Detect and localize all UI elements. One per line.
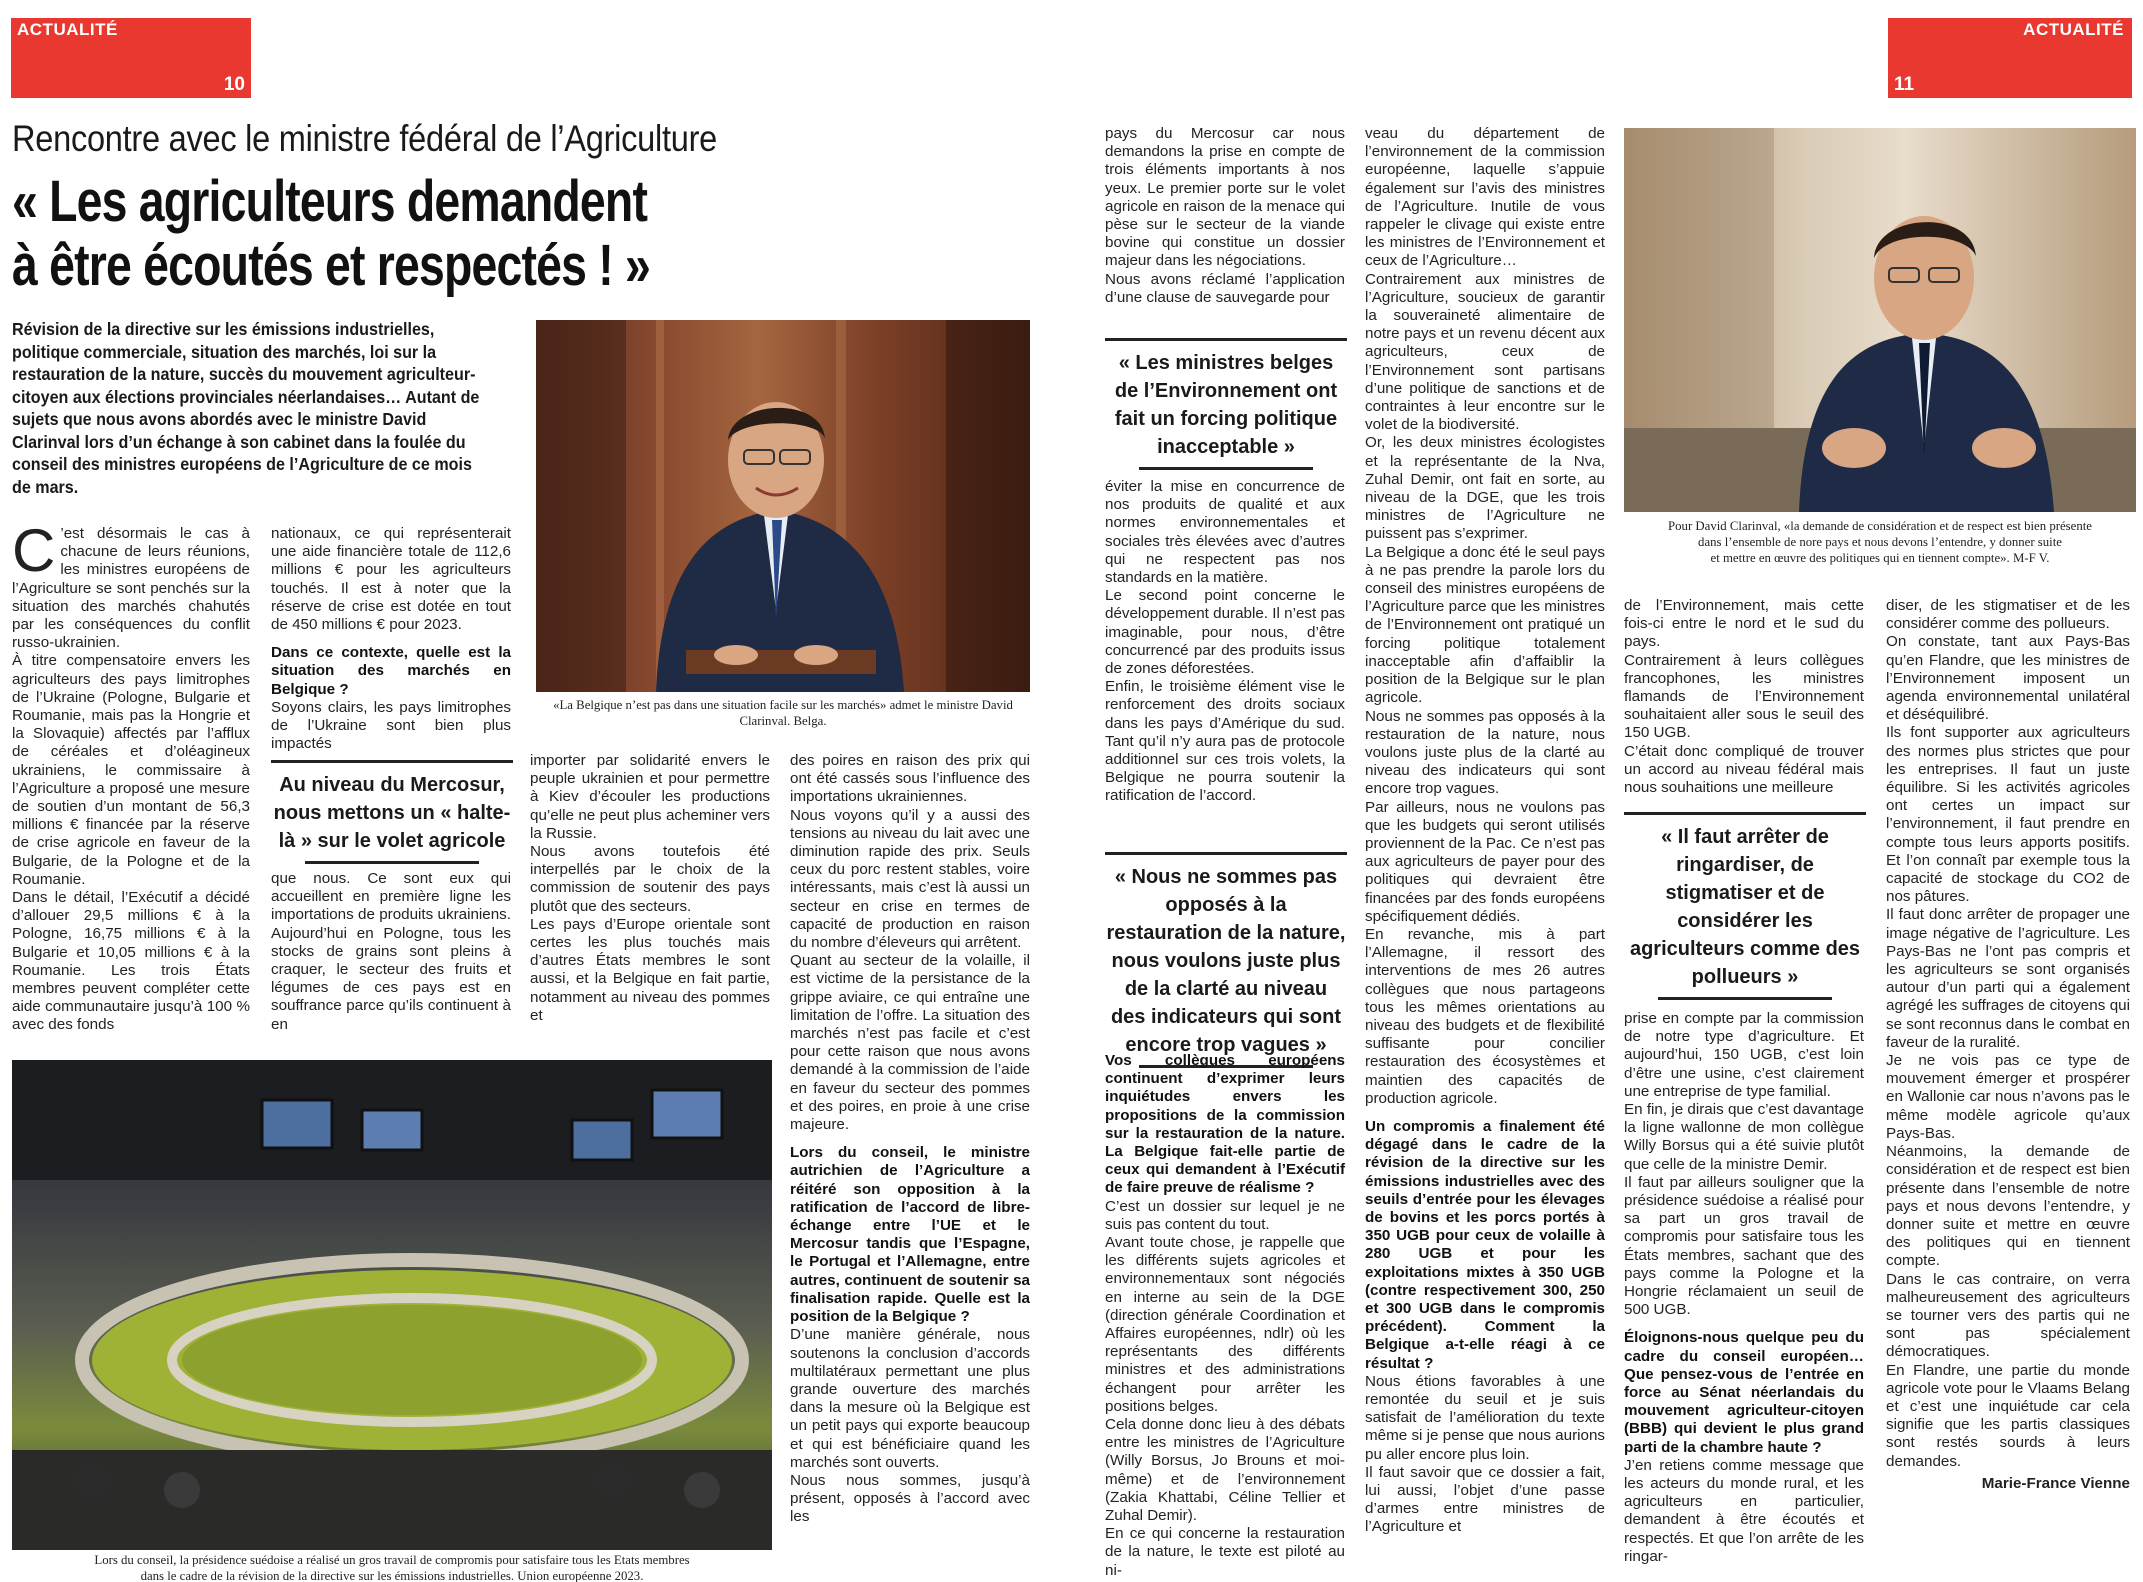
- body-paragraph: Je ne vois pas ce type de mouvement émerger et prospérer en Wallonie car nous n’avons pas le même modèle agricole qu’aux Pays-Bas.: [1886, 1052, 2130, 1142]
- body-paragraph: diser, de les stigmatiser et de les considérer comme des pollueurs.: [1886, 597, 2130, 633]
- article-column: [271, 870, 511, 1034]
- body-paragraph: Nous nous sommes, jusqu’à présent, opposés à l’accord avec les: [790, 1471, 1030, 1526]
- article-column: [1105, 1052, 1345, 1580]
- body-paragraph: C’est un dossier sur lequel je ne suis pas content du tout.: [1105, 1197, 1345, 1233]
- body-paragraph: Cela donne donc lieu à des débats entre les ministres de l’Agriculture (Willy Borsus, Jo Brouns et moi-même) et de l’environnement (Zakia Khattabi, Céline Tellier et Zuhal Demir).: [1105, 1416, 1345, 1525]
- speaker-illustration: [1624, 128, 2136, 512]
- section-tag: ACTUALITÉ: [2023, 20, 2124, 39]
- article-lead: Révision de la directive sur les émissions industrielles, politique commerciale, situation des marchés, loi sur la restauration de la nature, succès du mouvement agriculteur-citoyen aux élections provinciales néerlandaises… Autant de sujets que nous avons abordés avec le ministre David Clarinval lors d’un échange à son cabinet dans la foulée du conseil des ministres européens de l’Agriculture de ce mois de mars.: [12, 319, 480, 497]
- body-paragraph: nationaux, ce qui représenterait une aide financière totale de 112,6 millions € pour les agriculteurs touchés. Il est à noter que la réserve de crise est dotée en tout de 450 millions € pour 2023.: [271, 525, 511, 634]
- body-paragraph: que nous. Ce sont eux qui accueillent en première ligne les importations de produits ukrainiens. Aujourd’hui en Pologne, tous les stocks de grains sont pleins à craquer, le secteur des fruits et légumes de ces pays est en souffrance parce qu’ils continuent à en: [271, 870, 511, 1033]
- article-column: [1365, 125, 1605, 1537]
- body-paragraph: Nous étions favorables à une remontée du seuil et je suis satisfait de l’amélioration du texte même si je pense que nous aurions pu aller encore plus loin.: [1365, 1372, 1605, 1463]
- body-paragraph: Quant au secteur de la volaille, il est victime de la persistance de la grippe aviaire, ce qui entraîne une limitation de l’offre. La situation des marchés n’est pas facile et c’est pour cette raison que nous avons demandé à la commission de l’aide en faveur du secteur des pommes et des poires, en proie à une crise majeure.: [790, 952, 1030, 1134]
- body-paragraph: Par ailleurs, nous ne voulons pas que les budgets qui seront utilisés proviennent de la Pac. Ce n’est pas aux agriculteurs de payer pour des politiques qui devraient être financées par des fonds européens spécifiquement dédiés.: [1365, 798, 1605, 925]
- portrait-illustration: [536, 320, 1030, 692]
- pull-quote: Au niveau du Mercosur, nous mettons un « halte-là » sur le volet agricole: [271, 760, 513, 864]
- body-paragraph: Nous avons réclamé l’application d’une clause de sauvegarde pour: [1105, 270, 1345, 306]
- body-paragraph: La Belgique a donc été le seul pays à ne pas prendre la parole lors du conseil des ministres européens de l’Agriculture parce que les ministres de l’Environnement ont pratiqué un forcing politique totalement inacceptable afin d’affaiblir la position de la Belgique sur le plan agricole.: [1365, 543, 1605, 707]
- pull-quote: « Il faut arrêter de ringardiser, de stigmatiser et de considérer les agriculteurs comme des pollueurs »: [1624, 812, 1866, 1000]
- caption-line: et mettre en œuvre des politiques qui en tiennent compte». M-F V.: [1710, 551, 2050, 565]
- body-paragraph: des poires en raison des prix qui ont été cassés sous l’influence des importations ukrainiennes.: [790, 752, 1030, 806]
- interview-question: Dans ce contexte, quelle est la situation des marchés en Belgique ?: [271, 644, 511, 698]
- caption-line: Lors du conseil, la présidence suédoise a réalisé un gros travail de compromis pour satisfaire tous les Etats membres: [94, 1553, 690, 1567]
- drop-cap: C: [12, 517, 56, 584]
- interview-question: Éloignons-nous quelque peu du cadre du conseil européen… Que pensez-vous de l’entrée en force au Sénat néerlandais du mouvement agriculteur-citoyen (BBB) qui devient le plus grand parti de la chambre haute ?: [1624, 1329, 1864, 1456]
- article-headline: [12, 170, 650, 298]
- body-paragraph: prise en compte par la commission de notre type d’agriculture. Et aujourd’hui, 150 UGB, c’est loin d’être une usine, c’est clairement une entreprise de type familial.: [1624, 1010, 1864, 1100]
- body-paragraph: éviter la mise en concurrence de nos produits de qualité et aux normes environnementales et sociales très élevées avec d’autres qui ne respectent pas nos standards en la matière.: [1105, 478, 1345, 587]
- page-number: 11: [1894, 74, 1915, 95]
- interview-question: Vos collègues européens continuent d’exprimer leurs inquiétudes envers les propositions de la commission sur la restauration de la nature. La Belgique fait-elle partie de ceux qui demandent à l’Exécutif de faire preuve de réalisme ?: [1105, 1052, 1345, 1197]
- body-paragraph: Avant toute chose, je rappelle que les différents sujets agricoles et environnementaux sont négociés en interne au sein de la DGE (direction générale Coordination et Affaires européennes, ndlr) où les représentants des différents ministres et des administrations échangent pour arrêter les positions belges.: [1105, 1234, 1345, 1415]
- page-number: 10: [223, 74, 245, 95]
- speaker-caption: [1624, 518, 2136, 566]
- body-paragraph: Le second point concerne le développement durable. Il n’est pas imaginable, pour nous, d’être concurrencé par des produits issus de zones déforestées.: [1105, 587, 1345, 678]
- headline-line: à être écoutés et respectés ! »: [12, 233, 651, 298]
- body-paragraph: En fin, je dirais que c’est davantage la ligne wallonne de mon collègue Willy Borsus qui a été suivie plutôt que celle de la ministre Demir.: [1624, 1101, 1864, 1173]
- interview-question: Un compromis a finalement été dégagé dans le cadre de la révision de la directive sur les émissions industrielles avec des seuils d’entrée pour les élevages de bovins et les porcs portés à 350 UGB pour ceux de volaille à 280 UGB et pour les exploitations mixtes à 350 UGB (contre respectivement 300, 250 et 300 UGB dans le compromis précédent). Comment la Belgique a-t-elle réagi à ce résultat ?: [1365, 1117, 1605, 1372]
- body-paragraph: Contrairement aux ministres de l’Agriculture, soucieux de garantir la souveraineté alimentaire de notre pays et un revenu décent aux agriculteurs, ceux de l’Environnement sont partisans d’une politique de sanctions et de contraintes à leur encontre sur le volet de la biodiversité.: [1365, 270, 1605, 434]
- body-paragraph: Les pays d’Europe orientale sont certes les plus touchés mais d’autres États membres le sont aussi, et la Belgique en fait partie, notamment au niveau des pommes et: [530, 915, 770, 1024]
- caption-line: dans l’ensemble de nore pays et nous devons l’entendre, y donner suite: [1698, 535, 2062, 549]
- body-paragraph: de l’Environnement, mais cette fois-ci entre le nord et le sud du pays.: [1624, 597, 1864, 651]
- body-paragraph: D’une manière générale, nous soutenons la conclusion d’accords multilatéraux permettant une plus grande ouverture des marchés dans la mesure où la Belgique est un petit pays qui exporte beaucoup et qui est bénéficiaire quand les marchés sont ouverts.: [790, 1326, 1030, 1471]
- section-tag: ACTUALITÉ: [17, 20, 118, 39]
- body-paragraph: Nous avons toutefois été interpellés par le choix de la commission de soutenir des pays plutôt que des secteurs.: [530, 843, 770, 915]
- article-column: [1105, 478, 1345, 806]
- interview-question: Lors du conseil, le ministre autrichien de l’Agriculture a réitéré son opposition à la ratification de l’accord de libre-échange entre l’UE et le Mercosur tandis que l’Espagne, le Portugal et l’Allemagne, entre autres, continuent de soutenir sa finalisation rapide. Quelle est la position de la Belgique ?: [790, 1144, 1030, 1326]
- headline-line: « Les agriculteurs demandent: [12, 169, 648, 234]
- body-paragraph: Or, les deux ministres écologistes et la représentante de la Nva, Zuhal Demir, ont fait en sorte, au niveau de la DGE, que les trois ministres de l’Agriculture ne puissent pas s’exprimer.: [1365, 434, 1605, 543]
- article-column: [1624, 597, 1864, 797]
- article-column: [271, 525, 511, 753]
- body-paragraph: En Flandre, une partie du monde agricole vote pour le Vlaams Belang et c’est une inquiétude car cela signifie que les partis classiques sont restés sourds à leurs demandes.: [1886, 1361, 2130, 1470]
- caption-line: Pour David Clarinval, «la demande de considération et de respect est bien présente: [1668, 519, 2092, 533]
- council-illustration: [12, 1060, 772, 1550]
- article-column: [790, 752, 1030, 1527]
- body-paragraph: Enfin, le troisième élément vise le renforcement des droits sociaux dans les pays d’Amérique du sud. Tant qu’il n’y aura pas de protocole additionnel sur ces trois volets, la Belgique ne pourra soutenir la ratification de l’accord.: [1105, 678, 1345, 805]
- body-paragraph: Nous voyons qu’il y a aussi des tensions au niveau du lait avec une diminution rapide des prix. Seuls ceux du porc restent stables, voire intéressants, mais c’est là aussi un secteur en crise en termes de capacité de production en raison du nombre d’éleveurs qui arrêtent.: [790, 806, 1030, 952]
- body-paragraph: Ils font supporter aux agriculteurs des normes plus strictes que pour les entreprises. Il faut un juste équilibre. Si les activités agricoles ont certes un impact sur l’environnement, il faut prendre en compte tous leurs apports positifs. Et l’on connaît par exemple tous la capacité de stockage du CO2 de nos pâtures.: [1886, 724, 2130, 906]
- caption-line: dans le cadre de la révision de la directive sur les émissions industrielles. Union européenne 2023.: [140, 1569, 644, 1582]
- article-column: [530, 752, 770, 1025]
- body-paragraph: En ce qui concerne la restauration de la nature, le texte est piloté au ni-: [1105, 1525, 1345, 1579]
- body-paragraph: Il faut par ailleurs souligner que la présidence suédoise a réalisé pour sa part un gros travail de compromis pour satisfaire tous les États membres, sachant que des pays comme la Pologne et la Hongrie réclamaient un seuil de 500 UGB.: [1624, 1173, 1864, 1319]
- body-paragraph: Soyons clairs, les pays limitrophes de l’Ukraine sont bien plus impactés: [271, 698, 511, 753]
- article-kicker: Rencontre avec le ministre fédéral de l’Agriculture: [12, 118, 718, 159]
- section-bar-right: [1888, 18, 2132, 98]
- body-paragraph: On constate, tant aux Pays-Bas qu’en Flandre, que les ministres de l’Environnement imposent un agenda environnemental unilatéral et déséquilibré.: [1886, 633, 2130, 724]
- pull-quote: « Nous ne sommes pas opposés à la restauration de la nature, nous voulons juste plus de la clarté au niveau des indicateurs qui sont encore trop vagues »: [1105, 852, 1347, 1068]
- body-paragraph: Il faut savoir que ce dossier a fait, lui aussi, l’objet d’une passe d’armes entre ministres de l’Agriculture et: [1365, 1463, 1605, 1536]
- section-bar-left: [11, 18, 251, 98]
- article-column: [12, 517, 250, 1035]
- minister-speaking-photo: [1624, 128, 2136, 512]
- portrait-caption: «La Belgique n’est pas dans une situation facile sur les marchés» admet le ministre David Clarinval. Belga.: [553, 698, 1013, 728]
- body-paragraph: Contrairement à leurs collègues francophones, les ministres flamands de l’Environnement souhaitaient aller sous le seuil des 150 UGB.: [1624, 651, 1864, 742]
- body-paragraph: J’en retiens comme message que les acteurs du monde rural, et les agriculteurs en particulier, demandent à être écoutés et respectés. Et que l’on arrête de les ringar-: [1624, 1456, 1864, 1565]
- body-paragraph: ’est désormais le cas à chacune de leurs réunions, les ministres européens de l’Agriculture se sont penchés sur la situation des marchés chahutés par les conséquences du conflit russo-ukrainien.: [12, 525, 250, 652]
- article-column: [1624, 1010, 1864, 1566]
- council-caption: [12, 1552, 772, 1582]
- council-meeting-photo: [12, 1060, 772, 1550]
- article-column: [1105, 125, 1345, 307]
- body-paragraph: C’était donc compliqué de trouver un accord au niveau fédéral mais nous souhaitions une meilleure: [1624, 742, 1864, 797]
- author-signature: Marie-France Vienne: [1981, 1474, 2130, 1492]
- body-paragraph: pays du Mercosur car nous demandons la prise en compte de trois éléments importants à nos yeux. Le premier porte sur le volet agricole en raison de la menace qui pèse sur le secteur de la viande bovine qui constitue un dossier majeur dans les négociations.: [1105, 125, 1345, 270]
- body-paragraph: importer par solidarité envers le peuple ukrainien et pour permettre à Kiev d’écouler les productions qu’elle ne peut plus acheminer vers la Russie.: [530, 752, 770, 842]
- minister-portrait-photo: [536, 320, 1030, 692]
- body-paragraph: veau du département de l’environnement de la commission européenne, laquelle s’appuie également sur l’avis des ministres de l’Agriculture. Inutile de vous rappeler le clivage qui existe entre les ministres de l’Environnement et ceux de l’Agriculture…: [1365, 125, 1605, 270]
- body-paragraph: Néanmoins, la demande de considération et de respect est bien présente dans l’ensemble de notre pays et nous devons l’entendre, y donner suite et mettre en œuvre des politiques qui en tiennent compte.: [1886, 1143, 2130, 1270]
- pull-quote: « Les ministres belges de l’Environnement ont fait un forcing politique inacceptable »: [1105, 338, 1347, 470]
- body-paragraph: À titre compensatoire envers les agriculteurs des pays limitrophes de l’Ukraine (Pologne, Bulgarie et Roumanie, mais pas la Hongrie et la Slovaquie) affectés par l’afflux de céréales et d’oléagineux ukrainiens, le commissaire à l’Agriculture a proposé une mesure de soutien d’un montant de 56,3 millions € financée par la réserve de crise agricole en faveur de la Bulgarie, de la Pologne et de la Roumanie.: [12, 652, 250, 888]
- body-paragraph: Nous ne sommes pas opposés à la restauration de la nature, nous voulons juste plus de la clarté au niveau des indicateurs qui sont encore trop vagues.: [1365, 707, 1605, 798]
- body-paragraph: En revanche, mis à part l’Allemagne, il ressort des interventions de mes 26 autres collègues que nous partageons tous les mêmes orientations au niveau des budgets et de flexibilité suffisante pour concilier restauration des écosystèmes et maintien des capacités de production agricole.: [1365, 925, 1605, 1107]
- body-paragraph: Dans le détail, l’Exécutif a décidé d’allouer 29,5 millions € à la Pologne, 16,75 millions € à la Bulgarie et 10,05 millions € à la Roumanie. Les trois États membres peuvent compléter cette aide communautaire jusqu’à 100 % avec des fonds: [12, 889, 250, 1034]
- article-column: [1886, 597, 2130, 1493]
- body-paragraph: Dans le cas contraire, on verra malheureusement des agriculteurs se tourner vers des partis qui ne sont pas spécialement démocratiques.: [1886, 1270, 2130, 1361]
- body-paragraph: Il faut donc arrêter de propager une image négative de l’agriculture. Les Pays-Bas ne l’ont pas compris et les agriculteurs se sont organisés autour d’un parti qui a également agrégé les suffrages de citoyens qui se sont reconnus dans le combat en faveur de la ruralité.: [1886, 906, 2130, 1051]
